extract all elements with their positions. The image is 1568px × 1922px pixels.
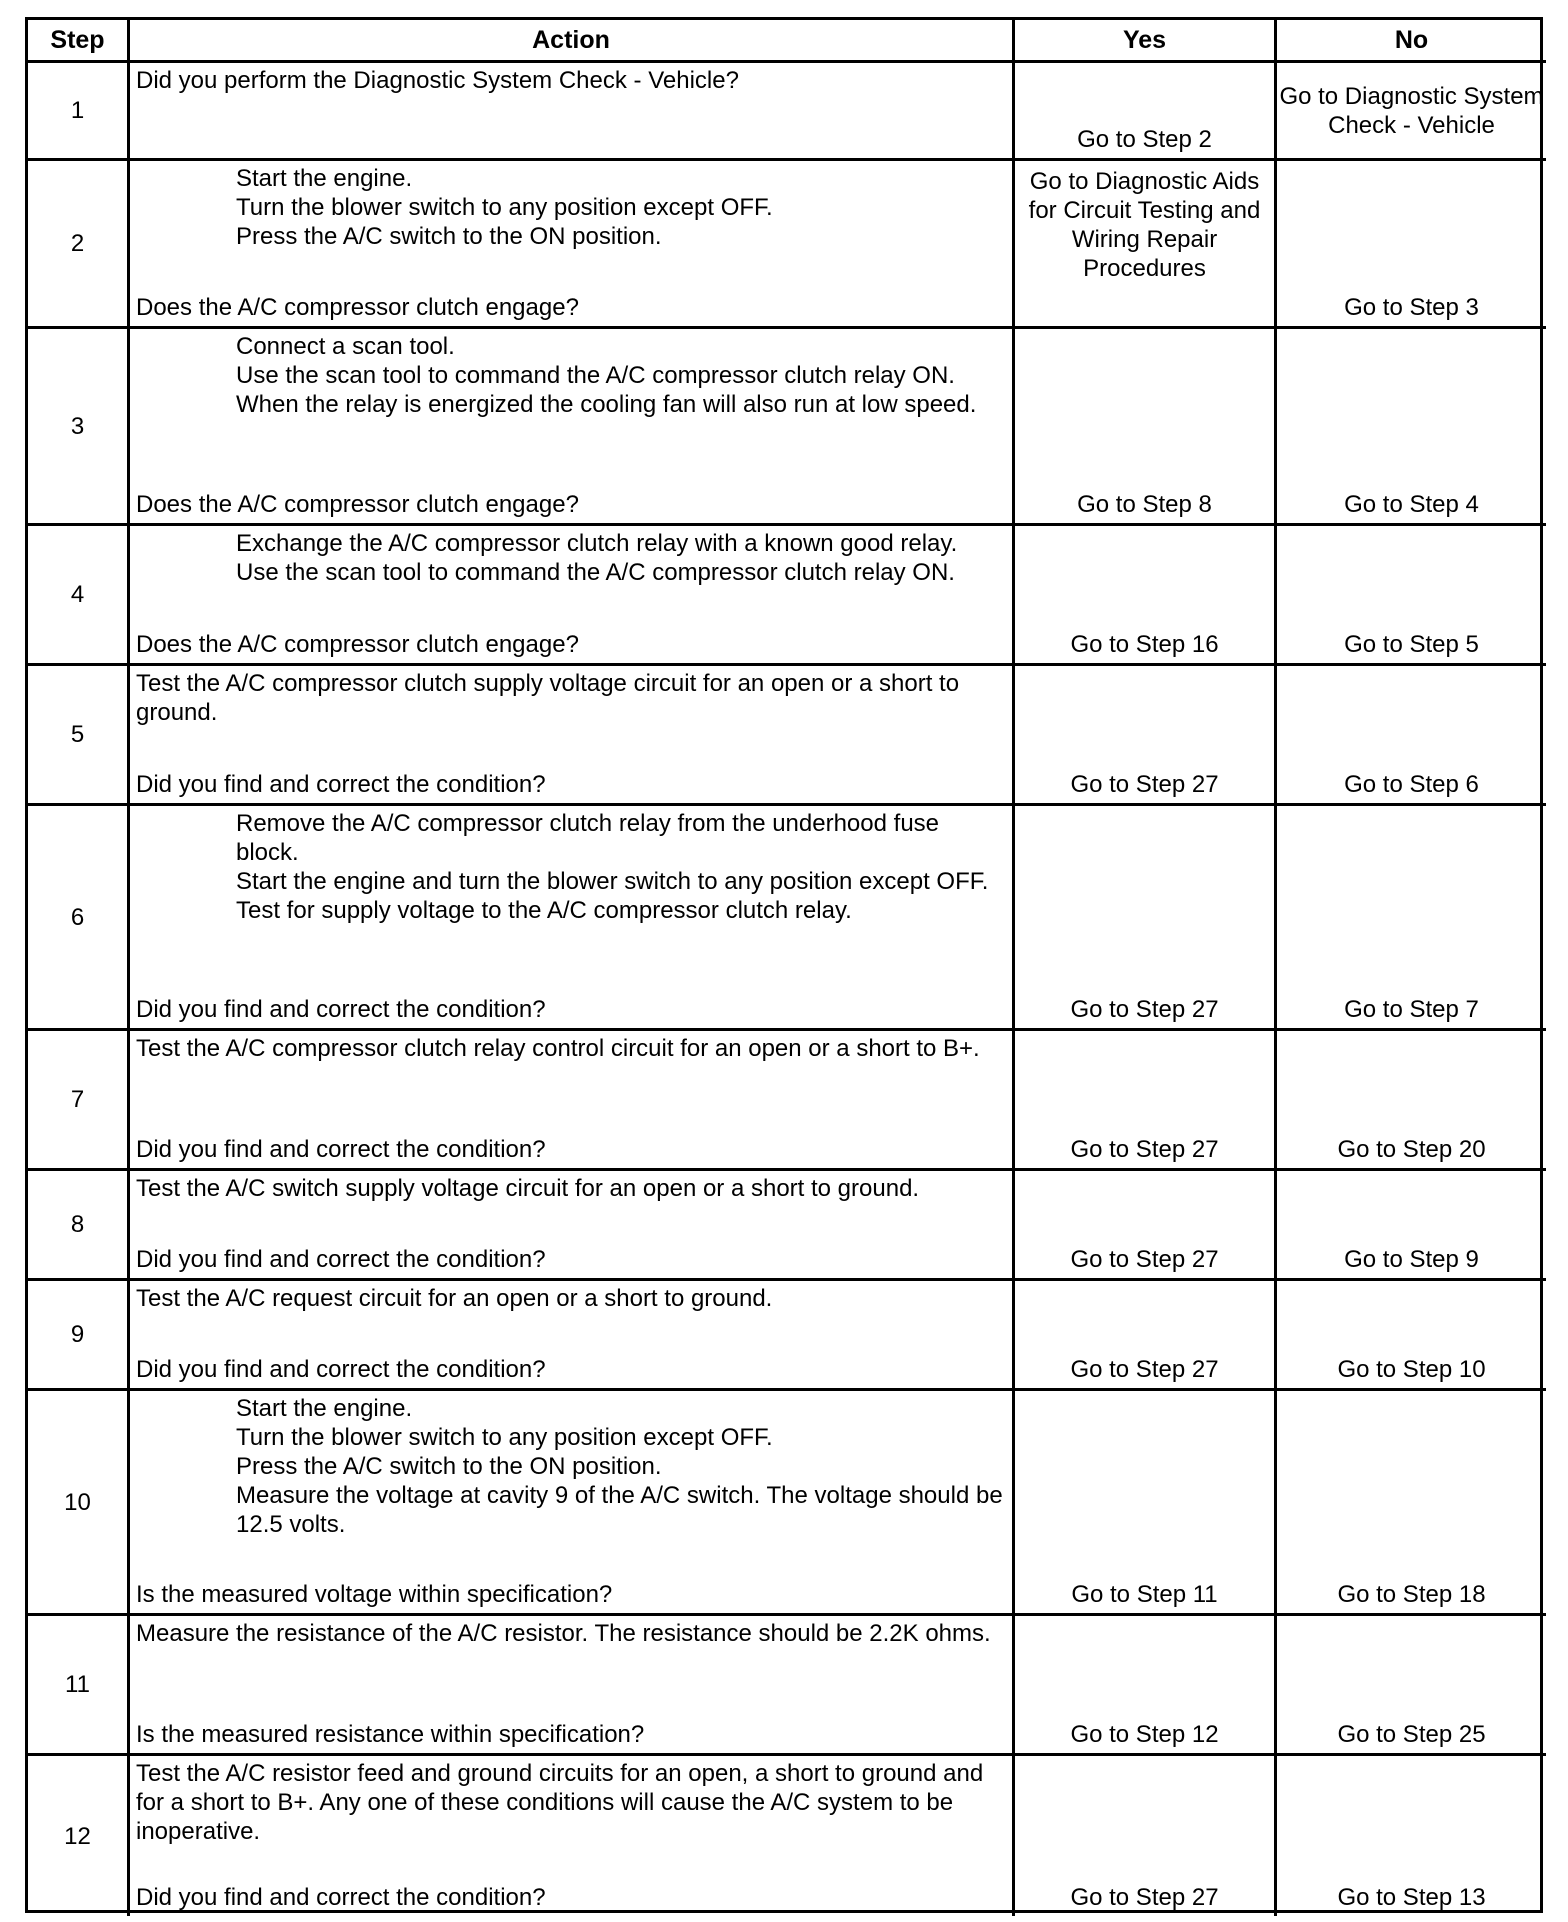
action-substep: Remove the A/C compressor clutch relay from the underhood fuse block. [236, 810, 946, 866]
step-number: 10 [28, 1391, 130, 1616]
action-instructions [136, 669, 1006, 727]
step-number: 11 [28, 1616, 130, 1756]
yes-result: Go to Step 8 [1015, 329, 1277, 526]
action-question: Did you find and correct the condition? [136, 1246, 546, 1273]
yes-result: Go to Step 27 [1015, 1756, 1277, 1916]
action-question: Did you find and correct the condition? [136, 1884, 546, 1911]
step-number: 8 [28, 1171, 130, 1281]
action-question: Is the measured resistance within specification? [136, 1721, 645, 1748]
action-substep: Connect a scan tool. [236, 333, 455, 360]
action-question: Did you find and correct the condition? [136, 996, 546, 1023]
action-cell [130, 1391, 1015, 1616]
action-cell [130, 666, 1015, 806]
action-substep: Turn the blower switch to any position except OFF. [236, 1424, 773, 1451]
action-substep: Use the scan tool to command the A/C compressor clutch relay ON. When the relay is energized the cooling fan will also run at low speed. [236, 362, 977, 418]
action-text: Test the A/C switch supply voltage circuit for an open or a short to ground. [136, 1175, 920, 1202]
step-number: 9 [28, 1281, 130, 1391]
action-instructions [136, 1284, 1006, 1313]
action-cell [130, 1756, 1015, 1916]
action-cell [130, 63, 1015, 161]
yes-result: Go to Step 27 [1015, 1281, 1277, 1391]
yes-result: Go to Step 27 [1015, 1031, 1277, 1171]
action-substep: Press the A/C switch to the ON position. [236, 223, 662, 250]
action-question: Does the A/C compressor clutch engage? [136, 294, 579, 321]
action-cell [130, 161, 1015, 329]
yes-result: Go to Step 12 [1015, 1616, 1277, 1756]
action-instructions [136, 1619, 1006, 1648]
no-result: Go to Step 6 [1277, 666, 1546, 806]
action-question: Does the A/C compressor clutch engage? [136, 631, 579, 658]
yes-result: Go to Step 27 [1015, 1171, 1277, 1281]
no-result: Go to Step 5 [1277, 526, 1546, 666]
action-cell [130, 1281, 1015, 1391]
action-cell [130, 329, 1015, 526]
action-cell [130, 526, 1015, 666]
action-text: Measure the resistance of the A/C resistor. The resistance should be 2.2K ohms. [136, 1620, 991, 1647]
action-text: Did you perform the Diagnostic System Check - Vehicle? [136, 67, 739, 94]
action-question: Is the measured voltage within specification? [136, 1581, 613, 1608]
yes-result: Go to Step 2 [1015, 63, 1277, 161]
action-cell [130, 806, 1015, 1031]
no-result: Go to Step 25 [1277, 1616, 1546, 1756]
action-instructions [136, 1759, 1006, 1846]
action-instructions [136, 1394, 1010, 1539]
action-cell [130, 1616, 1015, 1756]
action-cell [130, 1031, 1015, 1171]
no-result: Go to Diagnostic System Check - Vehicle [1277, 63, 1546, 161]
action-cell [130, 1171, 1015, 1281]
no-result: Go to Step 10 [1277, 1281, 1546, 1391]
diagnostic-table [25, 17, 1543, 1913]
action-text: Test the A/C request circuit for an open or a short to ground. [136, 1285, 773, 1312]
action-substep: Press the A/C switch to the ON position. [236, 1453, 662, 1480]
no-result: Go to Step 9 [1277, 1171, 1546, 1281]
no-result: Go to Step 4 [1277, 329, 1546, 526]
action-question: Did you find and correct the condition? [136, 771, 546, 798]
action-instructions [136, 332, 1006, 419]
header-no: No [1277, 20, 1546, 63]
action-substep: Start the engine and turn the blower switch to any position except OFF. [236, 868, 989, 895]
action-substep: Start the engine. [236, 165, 413, 192]
no-result: Go to Step 7 [1277, 806, 1546, 1031]
step-number: 6 [28, 806, 130, 1031]
header-step: Step [28, 20, 130, 63]
action-instructions [136, 164, 1006, 251]
action-text: Test the A/C resistor feed and ground circuits for an open, a short to ground and for a short to B+. Any one of these conditions will cause the A/C system to be inoperative. [136, 1760, 990, 1845]
no-result: Go to Step 20 [1277, 1031, 1546, 1171]
no-result: Go to Step 13 [1337, 1884, 1486, 1911]
action-substep: Start the engine. [236, 1395, 413, 1422]
step-number: 12 [28, 1756, 130, 1916]
action-instructions [136, 1034, 1006, 1063]
action-text: Test the A/C compressor clutch supply voltage circuit for an open or a short to ground. [136, 670, 966, 726]
action-question: Did you find and correct the condition? [136, 1356, 546, 1383]
action-instructions [136, 529, 1006, 587]
action-substep: Exchange the A/C compressor clutch relay with a known good relay. [236, 530, 958, 557]
action-instructions [136, 1174, 1006, 1203]
yes-result: Go to Step 27 [1015, 806, 1277, 1031]
action-substep: Turn the blower switch to any position except OFF. [236, 194, 773, 221]
no-result: Go to Step 18 [1277, 1391, 1546, 1616]
step-number: 3 [28, 329, 130, 526]
step-number: 4 [28, 526, 130, 666]
yes-result: Go to Diagnostic Aids for Circuit Testing and Wiring Repair Procedures [1015, 161, 1277, 329]
step-number: 2 [28, 161, 130, 329]
step-number: 1 [28, 63, 130, 161]
header-action: Action [130, 20, 1015, 63]
action-substep: Test for supply voltage to the A/C compressor clutch relay. [236, 897, 852, 924]
action-substep: Use the scan tool to command the A/C compressor clutch relay ON. [236, 559, 955, 586]
yes-result: Go to Step 11 [1015, 1391, 1277, 1616]
no-result: Go to Step 3 [1277, 161, 1546, 329]
action-question: Did you find and correct the condition? [136, 1136, 546, 1163]
step-number: 7 [28, 1031, 130, 1171]
action-text: Test the A/C compressor clutch relay control circuit for an open or a short to B+. [136, 1035, 980, 1062]
yes-result: Go to Step 16 [1015, 526, 1277, 666]
action-instructions [136, 809, 1006, 925]
step-number: 5 [28, 666, 130, 806]
action-substep: Measure the voltage at cavity 9 of the A/C switch. The voltage should be 12.5 volts. [236, 1482, 1010, 1538]
yes-result: Go to Step 27 [1015, 666, 1277, 806]
action-instructions [136, 66, 1006, 95]
header-yes: Yes [1015, 20, 1277, 63]
action-question: Does the A/C compressor clutch engage? [136, 491, 579, 518]
